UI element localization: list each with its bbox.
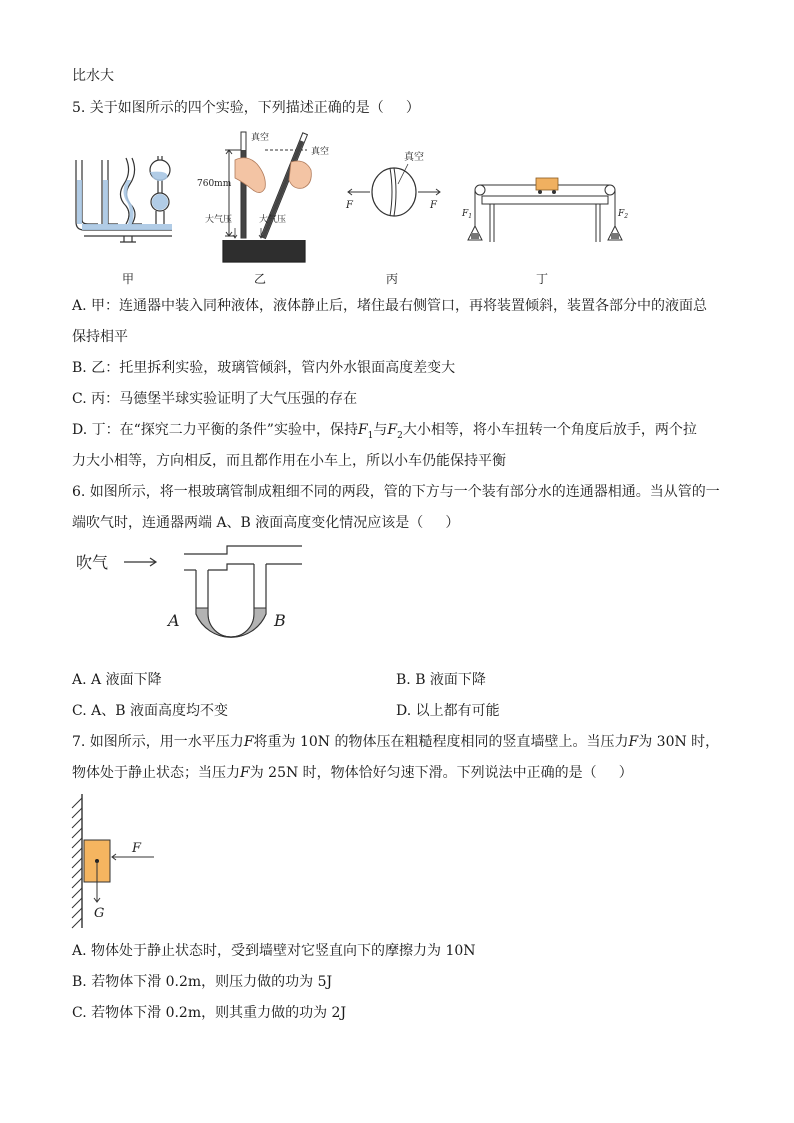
q5-stem	[72, 98, 420, 118]
q5-stem-close: ）	[405, 100, 420, 116]
label-760mm: 760mm	[197, 179, 232, 189]
q6-option-b: B. B 液面下降	[396, 672, 486, 688]
label-A: A	[168, 611, 180, 630]
q6-option-d: D. 以上都有可能	[396, 703, 500, 719]
q7-option-b: B. 若物体下滑 0.2m，则压力做的功为 5J	[72, 974, 333, 990]
q7-stem-line2: 物体处于静止状态；当压力F为 25N 时，物体恰好匀速下滑。下列说法中正确的是（ ）	[72, 765, 633, 781]
figure-q7-block-wall	[68, 790, 178, 930]
q6-option-c: C. A、B 液面高度均不变	[72, 703, 228, 719]
q5-option-d-line1: D. 丁：在“探究二力平衡的条件”实验中，保持$F_1$与$F_2$大小相等，将小车扭转一个角度后放手，两个拉	[72, 422, 697, 441]
label-force-left: F	[346, 200, 353, 211]
q5-option-b: B. 乙：托里拆利实验，玻璃管倾斜，管内外水银面高度差变大	[72, 360, 456, 376]
q5-stem-text: 5. 关于如图所示的四个实验，下列描述正确的是（	[72, 100, 384, 116]
caption-bing: 丙	[385, 272, 398, 286]
figure-yi-torricelli	[195, 128, 335, 268]
label-vacuum-3: 真空	[404, 152, 424, 163]
q7-option-a: A. 物体处于静止状态时，受到墙壁对它竖直向下的摩擦力为 10N	[72, 943, 476, 959]
q6-stem-line1: 6. 如图所示，将一根玻璃管制成粗细不同的两段，管的下方与一个装有部分水的连通器相通。当从管的一	[72, 484, 720, 500]
q7-stem-line1: 7. 如图所示，用一水平压力F将重为 10N 的物体压在粗糙程度相同的竖直墙壁上。当压力F为 30N 时，	[72, 734, 720, 750]
label-F2: $F_2$	[618, 209, 629, 220]
label-force-right: F	[430, 200, 437, 211]
label-F1: $F_1$	[462, 209, 473, 220]
figure-bing-magdeburg	[342, 148, 442, 228]
figure-ding-force-balance	[460, 172, 630, 246]
label-atm-1: 大气压	[205, 215, 233, 225]
caption-ding: 丁	[535, 272, 548, 286]
figure-jia-connected-vessels	[68, 150, 188, 250]
label-atm-2: 大气压	[259, 215, 287, 225]
label-blow: 吹气	[76, 553, 109, 572]
label-force-F: F	[132, 841, 142, 856]
label-B: B	[274, 611, 286, 630]
caption-jia: 甲	[121, 272, 134, 286]
label-gravity-G: G	[94, 906, 105, 921]
q5-option-c: C. 丙：马德堡半球实验证明了大气压强的存在	[72, 391, 358, 407]
q5-option-a-line2: 保持相平	[72, 329, 128, 345]
q6-stem-line2: 端吹气时，连通器两端 A、B 液面高度变化情况应该是（ ）	[72, 515, 460, 531]
q6-option-a: A. A 液面下降	[72, 672, 162, 688]
label-vacuum-2: 真空	[311, 147, 330, 157]
q5-option-d-line2: 力大小相等，方向相反，而且都作用在小车上，所以小车仍能保持平衡	[72, 453, 506, 469]
q5-option-a-line1: A. 甲：连通器中装入同种液体，液体静止后，堵住最右侧管口，再将装置倾斜，装置各部分中的液面总	[72, 298, 708, 314]
label-vacuum-1: 真空	[251, 133, 270, 143]
q7-option-c: C. 若物体下滑 0.2m，则其重力做的功为 2J	[72, 1005, 347, 1021]
continued-text: 比水大	[72, 68, 114, 84]
caption-yi: 乙	[253, 272, 266, 286]
figure-q6-blow-tube	[72, 540, 322, 664]
